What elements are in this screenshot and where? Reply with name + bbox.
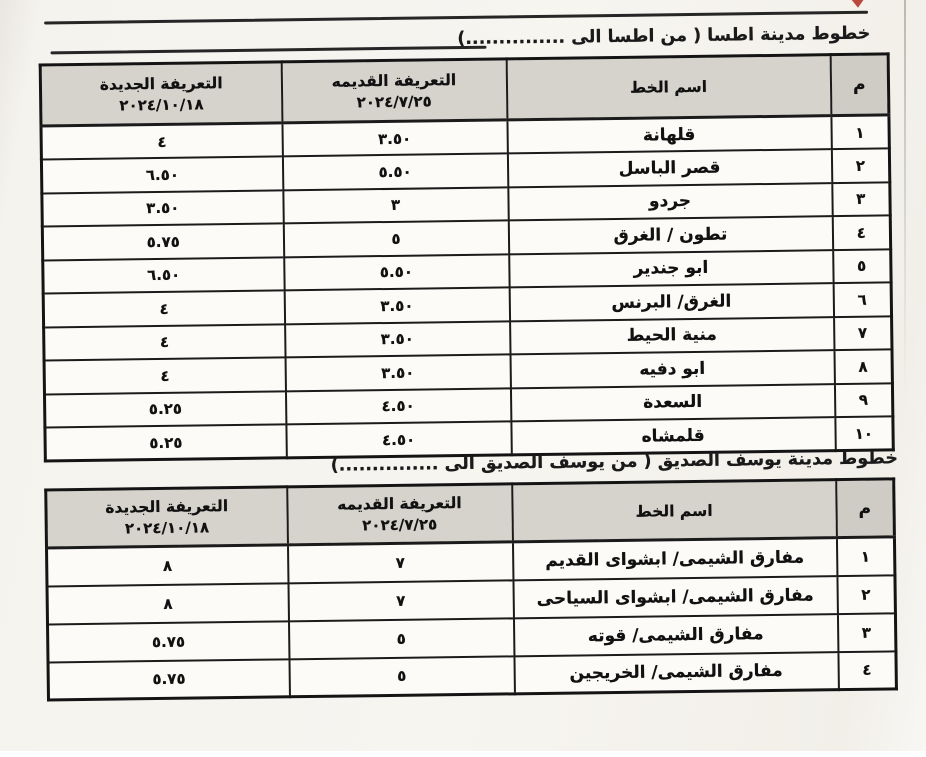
cell-old-tariff: ٣	[283, 187, 508, 223]
cell-row-number: ٤	[838, 651, 896, 690]
scan-rule-artifact-top	[44, 11, 868, 24]
cell-new-tariff: ٨	[47, 545, 288, 586]
cell-old-tariff: ٤.٥٠	[285, 388, 510, 424]
cell-line-name: قلهانة	[507, 116, 831, 154]
cell-row-number: ٣	[832, 182, 890, 216]
new-tariff-label: التعريفة الجديدة	[105, 497, 229, 517]
cell-new-tariff: ٤	[41, 123, 282, 160]
cell-old-tariff: ٥.٥٠	[284, 254, 509, 290]
cell-line-name: مفارق الشيمى/ قوته	[513, 614, 837, 656]
old-tariff-label: التعريفة القديمه	[337, 494, 462, 514]
cell-old-tariff: ٣.٥٠	[285, 354, 510, 390]
cell-line-name: ابو دفيه	[510, 350, 834, 388]
yousef-table-body	[47, 537, 897, 700]
cell-row-number: ٢	[837, 575, 895, 614]
cell-old-tariff: ٣.٥٠	[282, 120, 507, 156]
cell-line-name: الغرق/ البرنس	[509, 283, 833, 321]
cell-line-name: جردو	[508, 183, 832, 221]
cell-old-tariff: ٥.٥٠	[282, 153, 507, 189]
cell-row-number: ٣	[837, 613, 895, 652]
cell-new-tariff: ٥.٧٥	[48, 621, 289, 662]
new-tariff-date: ٢٠٢٤/١٠/١٨	[119, 94, 204, 114]
col-header-line-name: اسم الخط	[506, 55, 831, 120]
col-header-old-tariff	[281, 59, 507, 123]
cell-row-number: ١	[831, 115, 889, 149]
col-header-line-name: اسم الخط	[512, 480, 837, 542]
cell-new-tariff: ٦.٥٠	[43, 257, 284, 294]
cell-new-tariff: ٥.٧٥	[48, 659, 289, 700]
new-tariff-label: التعريفة الجديدة	[99, 73, 223, 94]
cell-row-number: ٥	[833, 249, 891, 283]
old-tariff-date: ٢٠٢٤/٧/٢٥	[356, 91, 432, 111]
itsa-table-body	[41, 115, 893, 461]
cell-old-tariff: ٧	[287, 542, 512, 583]
cell-row-number: ٧	[834, 316, 892, 350]
cell-row-number: ١	[836, 537, 894, 576]
cell-new-tariff: ٤	[43, 290, 284, 327]
cell-row-number: ٦	[833, 282, 891, 316]
cell-old-tariff: ٣.٥٠	[285, 321, 510, 357]
itsa-lines-table	[39, 52, 895, 462]
cell-new-tariff: ٨	[47, 583, 288, 624]
cell-old-tariff: ٥	[288, 618, 513, 659]
cell-line-name: قلمشاه	[511, 417, 835, 455]
cell-new-tariff: ٥.٢٥	[45, 424, 286, 461]
cell-line-name: منية الحيط	[510, 317, 834, 355]
cell-row-number: ٩	[834, 383, 892, 417]
cell-line-name: تطون / الغرق	[508, 216, 832, 254]
cell-line-name: مفارق الشيمى/ ابشواى السياحى	[513, 576, 837, 618]
scan-rule-artifact-left	[51, 46, 487, 54]
cell-new-tariff: ٥.٧٥	[42, 223, 283, 260]
cell-old-tariff: ٣.٥٠	[284, 287, 509, 323]
cell-line-name: السعدة	[510, 384, 834, 422]
col-header-old-tariff	[287, 484, 513, 545]
cell-row-number: ٨	[834, 349, 892, 383]
col-header-new-tariff	[46, 487, 288, 548]
col-header-number: م	[836, 479, 895, 538]
cell-new-tariff: ٤	[44, 357, 285, 394]
cell-line-name: مفارق الشيمى/ الخريجين	[514, 652, 838, 694]
yousef-elsedik-lines-table	[44, 477, 898, 701]
cell-row-number: ٢	[831, 148, 889, 182]
col-header-new-tariff	[40, 62, 282, 126]
cell-old-tariff: ٥	[283, 220, 508, 256]
cell-line-name: ابو جندير	[509, 250, 833, 288]
header-row	[40, 54, 889, 126]
cell-new-tariff: ٥.٢٥	[44, 391, 285, 428]
cell-old-tariff: ٧	[288, 580, 513, 621]
red-pen-mark	[841, 0, 875, 14]
col-header-number: م	[830, 54, 889, 116]
scan-page-edge	[904, 0, 906, 400]
cell-new-tariff: ٣.٥٠	[42, 190, 283, 227]
itsa-table-title: خطوط مدينة اطسا ( من اطسا الى ...............)	[457, 23, 871, 50]
cell-old-tariff: ٤.٥٠	[286, 421, 511, 457]
cell-row-number: ٤	[832, 215, 890, 249]
old-tariff-label: التعريفة القديمه	[331, 70, 457, 91]
cell-old-tariff: ٥	[289, 656, 514, 697]
cell-new-tariff: ٤	[44, 324, 285, 361]
cell-new-tariff: ٦.٥٠	[41, 156, 282, 193]
cell-row-number: ١٠	[835, 416, 893, 450]
cell-line-name: مفارق الشيمى/ ابشواى القديم	[512, 538, 836, 580]
yousef-elsedik-table-title: خطوط مدينة يوسف الصديق ( من يوسف الصديق الى ...............)	[330, 448, 899, 476]
new-tariff-date: ٢٠٢٤/١٠/١٨	[124, 518, 210, 538]
cell-line-name: قصر الباسل	[507, 149, 831, 187]
old-tariff-date: ٢٠٢٤/٧/٢٥	[362, 515, 438, 535]
